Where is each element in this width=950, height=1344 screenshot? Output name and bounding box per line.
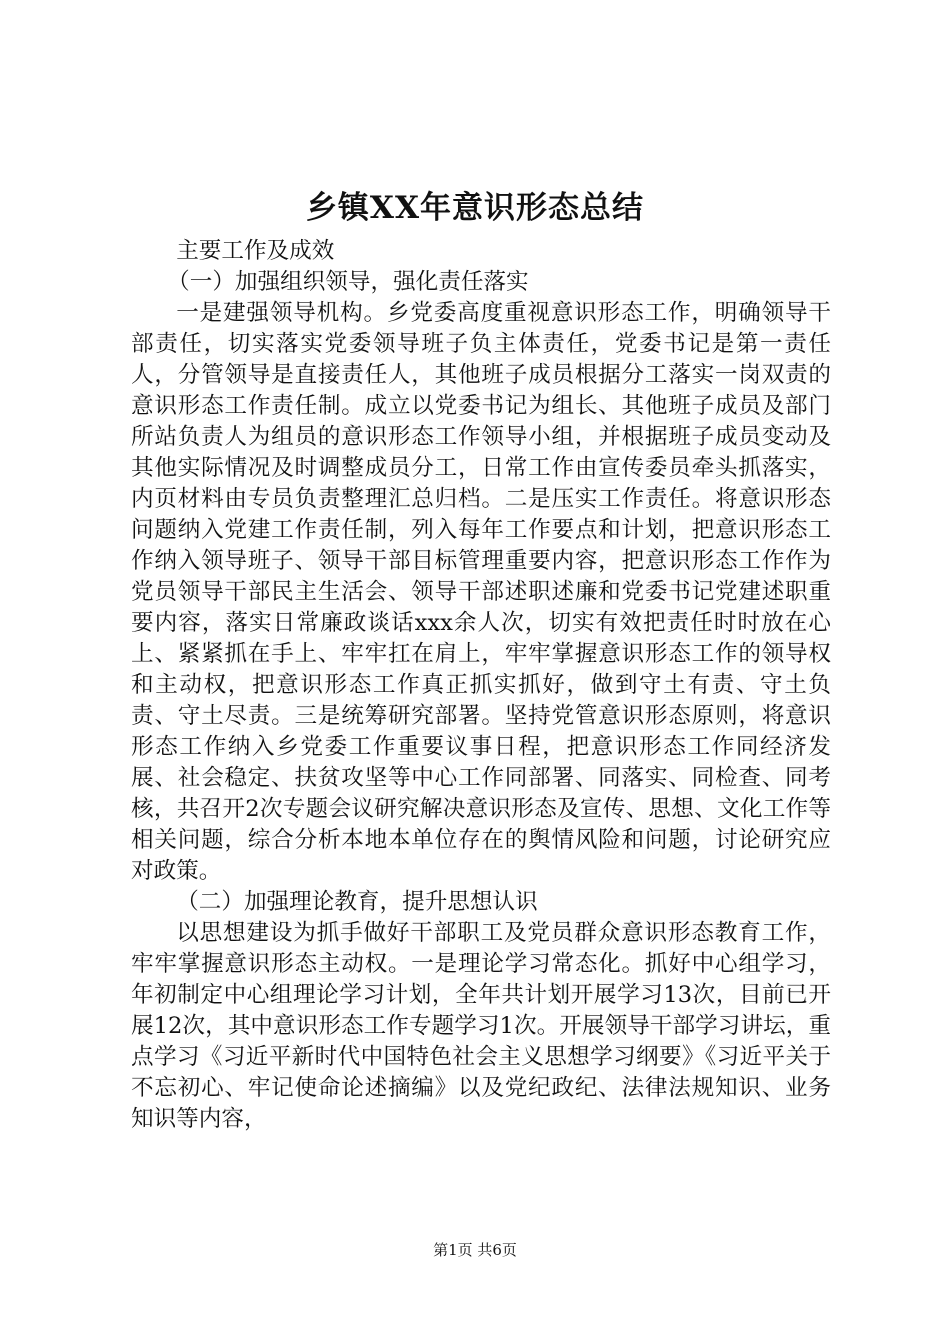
page-footer: 第1页 共6页 [433, 1241, 517, 1259]
section-heading-2: （二）加强理论教育，提升思想认识 [176, 889, 538, 915]
section-heading-main: 主要工作及成效 [176, 238, 335, 264]
document-body [131, 236, 831, 1135]
document-title: 乡镇XX年意识形态总结 [305, 190, 645, 226]
section-heading-1: （一）加强组织领导，强化责任落实 [167, 269, 529, 295]
body-paragraph: 以思想建设为抓手做好干部职工及党员群众意识形态教育工作，牢牢掌握意识形态主动权。一是理论学习常态化。抓好中心组学习，年初制定中心组理论学习计划，全年共计划开展学习13次，目前已开展12次，其中意识形态工作专题学习1次。开展领导干部学习讲坛，重点学习《习近平新时代中国特色社会主义思想学习纲要》《习近平关于不忘初心、牢记使命论述摘编》以及党纪政纪、法律法规知识、业务知识等内容， [131, 920, 831, 1132]
body-paragraph: 一是建强领导机构。乡党委高度重视意识形态工作，明确领导干部责任，切实落实党委领导班子负主体责任，党委书记是第一责任人，分管领导是直接责任人，其他班子成员根据分工落实一岗双责的意识形态工作责任制。成立以党委书记为组长、其他班子成员及部门所站负责人为组员的意识形态工作领导小组，并根据班子成员变动及其他实际情况及时调整成员分工，日常工作由宣传委员牵头抓落实，内页材料由专员负责整理汇总归档。二是压实工作责任。将意识形态问题纳入党建工作责任制，列入每年工作要点和计划，把意识形态工作纳入领导班子、领导干部目标管理重要内容，把意识形态工作作为党员领导干部民主生活会、领导干部述职述廉和党委书记党建述职重要内容，落实日常廉政谈话xxx余人次，切实有效把责任时时放在心上、紧紧抓在手上、牢牢扛在肩上，牢牢掌握意识形态工作的领导权和主动权，把意识形态工作真正抓实抓好，做到守土有责、守土负责、守土尽责。三是统筹研究部署。坚持党管意识形态原则，将意识形态工作纳入乡党委工作重要议事日程，把意识形态工作同经济发展、社会稳定、扶贫攻坚等中心工作同部署、同落实、同检查、同考核，共召开2次专题会议研究解决意识形态及宣传、思想、文化工作等相关问题，综合分析本地本单位存在的舆情风险和问题，讨论研究应对政策。 [131, 300, 831, 884]
